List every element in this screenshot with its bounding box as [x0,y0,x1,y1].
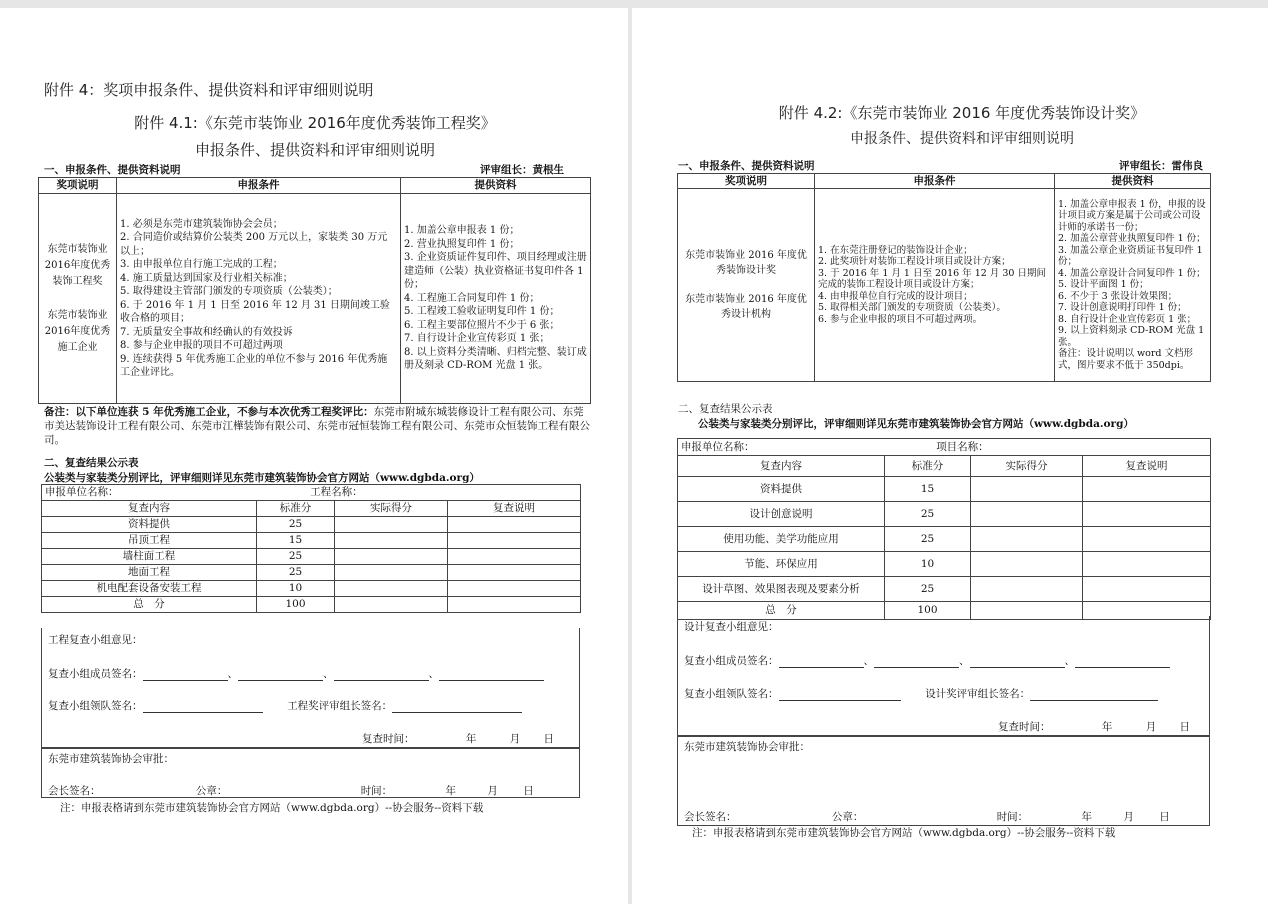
standard-score: 100 [885,602,971,620]
review-item: 机电配套设备安装工程 [42,581,257,597]
material-item: 备注：设计说明以 word 文档形式，图片要求不低于 350dpi。 [1058,348,1194,371]
actual-score-cell[interactable] [335,581,448,597]
condition-item: 3. 由申报单位自行施工完成的工程； [120,259,283,270]
table-row [678,477,1211,502]
standard-score: 25 [257,549,335,565]
material-item: 4. 加盖公章设计合同复印件 1 份； [1058,267,1206,279]
material-item: 5. 工程竣工验收证明复印件 1 份； [404,306,560,318]
document-page-left [0,8,628,904]
standard-score: 15 [885,477,971,502]
president-sign-label: 会长签名： [48,785,101,797]
table-row [678,552,1211,577]
judge-leader: 评审组长：黄根生 [480,164,564,176]
condition-item: 4. 施工质量达到国家及行业相关标准； [120,272,293,284]
review-item: 设计创意说明 [678,502,885,527]
signature-blank[interactable] [143,702,263,713]
month-label: 月 [509,733,521,745]
standard-score: 25 [885,577,971,602]
material-item: 8. 自行设计企业宣传彩页 1 张； [1058,313,1197,325]
actual-score-cell[interactable] [335,565,448,581]
members-sign-line: 复查小组成员签名： 、 、 、 [48,666,544,681]
award-description-cell [678,189,815,382]
material-item: 1. 加盖公章申报表 1 份； [404,225,520,237]
table-row [678,577,1211,602]
table-row [42,517,581,533]
material-item: 5. 设计平面图 1 份； [1058,279,1149,291]
year-label: 年 [445,785,457,797]
seal-label: 公章： [831,811,864,823]
table-row [42,549,581,565]
review-time-line [362,731,554,746]
signature-blank[interactable] [970,657,1065,668]
material-item: 3. 企业资质证件复印件、项目经理或注册建造师（公装）执业资格证书复印件各 1 份； [404,252,587,291]
section-heading-row [678,158,1203,173]
review-header: 复查说明 [448,501,581,517]
day-label: 日 [523,785,534,797]
award-description-cell [39,194,117,404]
standard-score: 10 [885,552,971,577]
review-remark-cell[interactable] [448,565,581,581]
review-header: 标准分 [257,501,335,517]
month-label: 月 [487,785,498,797]
association-approval-box [677,736,1210,826]
material-item: 6. 工程主要部位照片不少于 6 张； [404,319,560,331]
award-title: 附件 4.1:《东莞市装饰业 2016年度优秀装饰工程奖》 [134,114,496,132]
condition-item: 2. 合同造价或结算价公装类 200 万元以上，家装类 30 万元以上； [120,232,388,257]
review-header: 复查说明 [1083,456,1211,477]
review-remark-cell[interactable] [448,549,581,565]
actual-score-cell[interactable] [335,549,448,565]
award-subtitle: 申报条件、提供资料和评审细则说明 [850,131,1074,147]
signature-blank[interactable] [143,670,228,681]
document-page-right [632,8,1268,904]
day-label: 日 [1179,721,1191,733]
condition-item: 4. 由申报单位自行完成的设计项目； [818,290,973,302]
actual-score-cell[interactable] [971,527,1083,552]
actual-score-cell[interactable] [971,577,1083,602]
table-row [42,597,581,613]
assoc-approve-label: 东莞市建筑装饰协会审批： [48,753,174,765]
day-label: 日 [1159,811,1170,823]
footer-note: 注：申报表格请到东莞市建筑装饰协会官方网站（www.dgbda.org）--协会服务--资料下载 [60,802,484,814]
members-sign-line: 复查小组成员签名： 、 、 、 [684,653,1170,668]
year-label: 年 [1101,721,1113,733]
unit-label: 申报单位名称： [45,486,119,498]
table-header: 申报条件 [117,178,401,194]
leader-sign-line [48,698,522,713]
association-approval-box [41,748,580,798]
material-item: 2. 营业执照复印件 1 份； [404,238,520,250]
review-item: 资料提供 [42,517,257,533]
review-header: 复查内容 [42,501,257,517]
review-header: 实际得分 [971,456,1083,477]
condition-item: 8. 参与企业申报的项目不可超过两项 [120,340,283,351]
members-sign-label: 复查小组成员签名： [684,655,779,667]
review-unit-row [42,485,581,501]
standard-score: 15 [257,533,335,549]
review-time-line [998,719,1190,734]
condition-item: 5. 取得建设主管部门颁发的专项资质（公装类）； [120,286,338,297]
signature-blank[interactable] [334,670,429,681]
award-desc: 东莞市装饰业2016年度优秀装饰工程奖 [44,243,111,287]
review-opinion-box [41,628,580,748]
month-label: 月 [1145,721,1157,733]
material-item: 2. 加盖公章营业执照复印件 1 份； [1058,233,1206,245]
section2-heading: 二、复查结果公示表 [678,403,773,415]
table-header: 奖项说明 [678,174,815,189]
standard-score: 25 [257,517,335,533]
review-table [677,438,1211,620]
condition-item: 2. 此奖项针对装饰工程设计项目或设计方案； [818,256,1011,268]
review-remark-cell[interactable] [1083,577,1211,602]
condition-item: 3. 于 2016 年 1 月 1 日至 2016 年 12 月 30 日期间完成的装饰工程设计项目或设计方案； [818,267,1046,291]
actual-score-cell[interactable] [971,477,1083,502]
table-header: 申报条件 [815,174,1055,189]
section2-heading: 二、复查结果公示表 [44,457,139,469]
leader-sign-label: 复查小组领队签名： [48,700,143,712]
day-label: 日 [543,733,555,745]
president-sign-line [684,809,1170,824]
section-heading-row [44,162,564,177]
actual-score-cell[interactable] [335,517,448,533]
president-sign-line [48,783,534,798]
leader-sign-line [684,686,1158,701]
conditions-table [38,177,591,404]
exclusion-note [44,405,590,447]
actual-score-cell[interactable] [971,502,1083,527]
review-remark-cell[interactable] [1083,502,1211,527]
condition-item: 6. 参与企业申报的项目不可超过两项。 [818,313,983,325]
signature-blank[interactable] [779,690,901,701]
award-desc: 东莞市装饰业 2016 年度优秀装饰设计奖 [685,250,807,276]
table-row [42,581,581,597]
note-lead: 备注：以下单位连获 5 年优秀施工企业，不参与本次优秀工程奖评比： [44,406,374,418]
review-item: 墙柱面工程 [42,549,257,565]
section2-subheading: 公装类与家装类分别评比，评审细则详见东莞市建筑装饰协会官方网站（www.dgbda.org） [44,472,480,484]
table-row [42,533,581,549]
standard-score: 25 [257,565,335,581]
time-label: 时间： [360,785,393,797]
review-item: 地面工程 [42,565,257,581]
standard-score: 25 [885,527,971,552]
condition-item: 9. 连续获得 5 年优秀施工企业的单位不参与 2016 年优秀施工企业评比。 [120,353,388,378]
assoc-approve-label: 东莞市建筑装饰协会审批： [684,741,810,753]
year-label: 年 [1081,811,1093,823]
condition-item: 7. 无质量安全事故和经确认的有效投诉 [120,326,293,338]
material-item: 8. 以上资料分类清晰、归档完整、装订成册及刻录 CD-ROM 光盘 1 张。 [404,346,587,372]
review-remark-cell[interactable] [448,597,581,613]
material-item: 7. 自行设计企业宣传彩页 1 张； [404,333,550,345]
signature-blank[interactable] [392,702,522,713]
review-item: 设计草图、效果图表现及要素分析 [678,577,885,602]
opinion-label: 设计复查小组意见： [684,621,779,633]
signature-blank[interactable] [439,670,544,681]
chief-sign-label: 设计奖评审组长签名： [925,688,1031,700]
review-item: 资料提供 [678,477,885,502]
standard-score: 25 [885,502,971,527]
review-item: 吊顶工程 [42,533,257,549]
time-label: 时间： [996,811,1029,823]
standard-score: 10 [257,581,335,597]
leader-sign-label: 复查小组领队签名： [684,688,779,700]
table-header: 提供资料 [401,178,591,194]
signature-blank[interactable] [874,657,959,668]
material-item: 9. 以上资料刻录 CD-ROM 光盘 1 张。 [1058,325,1205,348]
project-label: 工程名称： [310,486,363,498]
actual-score-cell[interactable] [335,597,448,613]
signature-blank[interactable] [1075,657,1170,668]
conditions-table [677,173,1211,382]
condition-item: 1. 必须是东莞市建筑装饰协会会员； [120,218,283,230]
review-item: 节能、环保应用 [678,552,885,577]
condition-item: 5. 取得相关部门颁发的专项资质（公装类）。 [818,302,1006,314]
actual-score-cell[interactable] [335,533,448,549]
material-item: 7. 设计创意说明打印件 1 份； [1058,302,1187,314]
review-time-label: 复查时间： [998,721,1051,733]
table-header: 奖项说明 [39,178,117,194]
footer-note: 注：申报表格请到东莞市建筑装饰协会官方网站（www.dgbda.org）--协会服务--资料下载 [692,827,1116,839]
material-item: 3. 加盖公章企业资质证书复印件 1 份； [1058,244,1203,268]
conditions-cell [117,194,401,404]
judge-leader: 评审组长：雷伟良 [1119,160,1203,172]
section2-subheading: 公装类与家装类分别评比，评审细则详见东莞市建筑装饰协会官方网站（www.dgbda.org） [698,418,1134,430]
attachment-heading: 附件 4：奖项申报条件、提供资料和评审细则说明 [44,81,374,99]
award-desc: 东莞市装饰业2016年度优秀施工企业 [44,309,111,353]
material-item: 1. 加盖公章申报表 1 份，申报的设计项目或方案是属于公司或公司设计师的承诺书一份； [1058,198,1206,233]
note-body: 东莞市附城东城装修设计工程有限公司、东莞市美达装饰设计工程有限公司、东莞市江樺装饰有限公司、东莞市冠恒装饰工程有限公司、东莞市众恒装饰工程有限公司。 [44,406,590,446]
award-title: 附件 4.2:《东莞市装饰业 2016 年度优秀装饰设计奖》 [778,104,1146,122]
section-heading: 一、申报条件、提供资料说明 [44,164,181,176]
condition-item: 1. 在东莞注册登记的装饰设计企业； [818,244,973,256]
award-desc: 东莞市装饰业 2016 年度优秀设计机构 [685,294,807,320]
unit-label: 申报单位名称： [681,440,755,453]
material-item: 6. 不少于 3 张设计效果图； [1058,290,1178,302]
review-table [41,484,581,613]
review-header: 标准分 [885,456,971,477]
material-item: 4. 工程施工合同复印件 1 份； [404,292,540,304]
chief-sign-label: 工程奖评审组长签名： [287,700,393,712]
standard-score: 100 [257,597,335,613]
table-row [678,502,1211,527]
materials-cell [1055,189,1211,382]
signature-blank[interactable] [779,657,864,668]
review-remark-cell[interactable] [1083,477,1211,502]
signature-blank[interactable] [238,670,323,681]
review-header: 实际得分 [335,501,448,517]
president-sign-label: 会长签名： [684,811,737,823]
opinion-label: 工程复查小组意见： [48,634,143,646]
review-remark-cell[interactable] [448,517,581,533]
signature-blank[interactable] [1030,690,1158,701]
table-row [678,527,1211,552]
seal-label: 公章： [195,785,228,797]
conditions-cell [815,189,1055,382]
materials-cell [401,194,591,404]
section-heading: 一、申报条件、提供资料说明 [678,160,815,172]
award-subtitle: 申报条件、提供资料和评审细则说明 [194,141,435,159]
review-item: 总 分 [678,602,885,620]
review-remark-cell[interactable] [448,533,581,549]
review-remark-cell[interactable] [1083,552,1211,577]
review-item: 使用功能、美学功能应用 [678,527,885,552]
review-time-label: 复查时间： [362,733,415,745]
month-label: 月 [1123,811,1134,823]
year-label: 年 [465,733,477,745]
condition-item: 6. 于 2016 年 1 月 1 日至 2016 年 12 月 31 日期间竣工验收合格的项目； [120,299,390,324]
review-opinion-box [677,616,1210,736]
table-row [42,565,581,581]
review-unit-row [678,439,1211,456]
review-item: 总 分 [42,597,257,613]
review-remark-cell[interactable] [448,581,581,597]
review-remark-cell[interactable] [1083,527,1211,552]
review-header: 复查内容 [678,456,885,477]
members-sign-label: 复查小组成员签名： [48,668,143,680]
actual-score-cell[interactable] [971,552,1083,577]
table-header: 提供资料 [1055,174,1211,189]
project-label: 项目名称： [936,440,989,453]
